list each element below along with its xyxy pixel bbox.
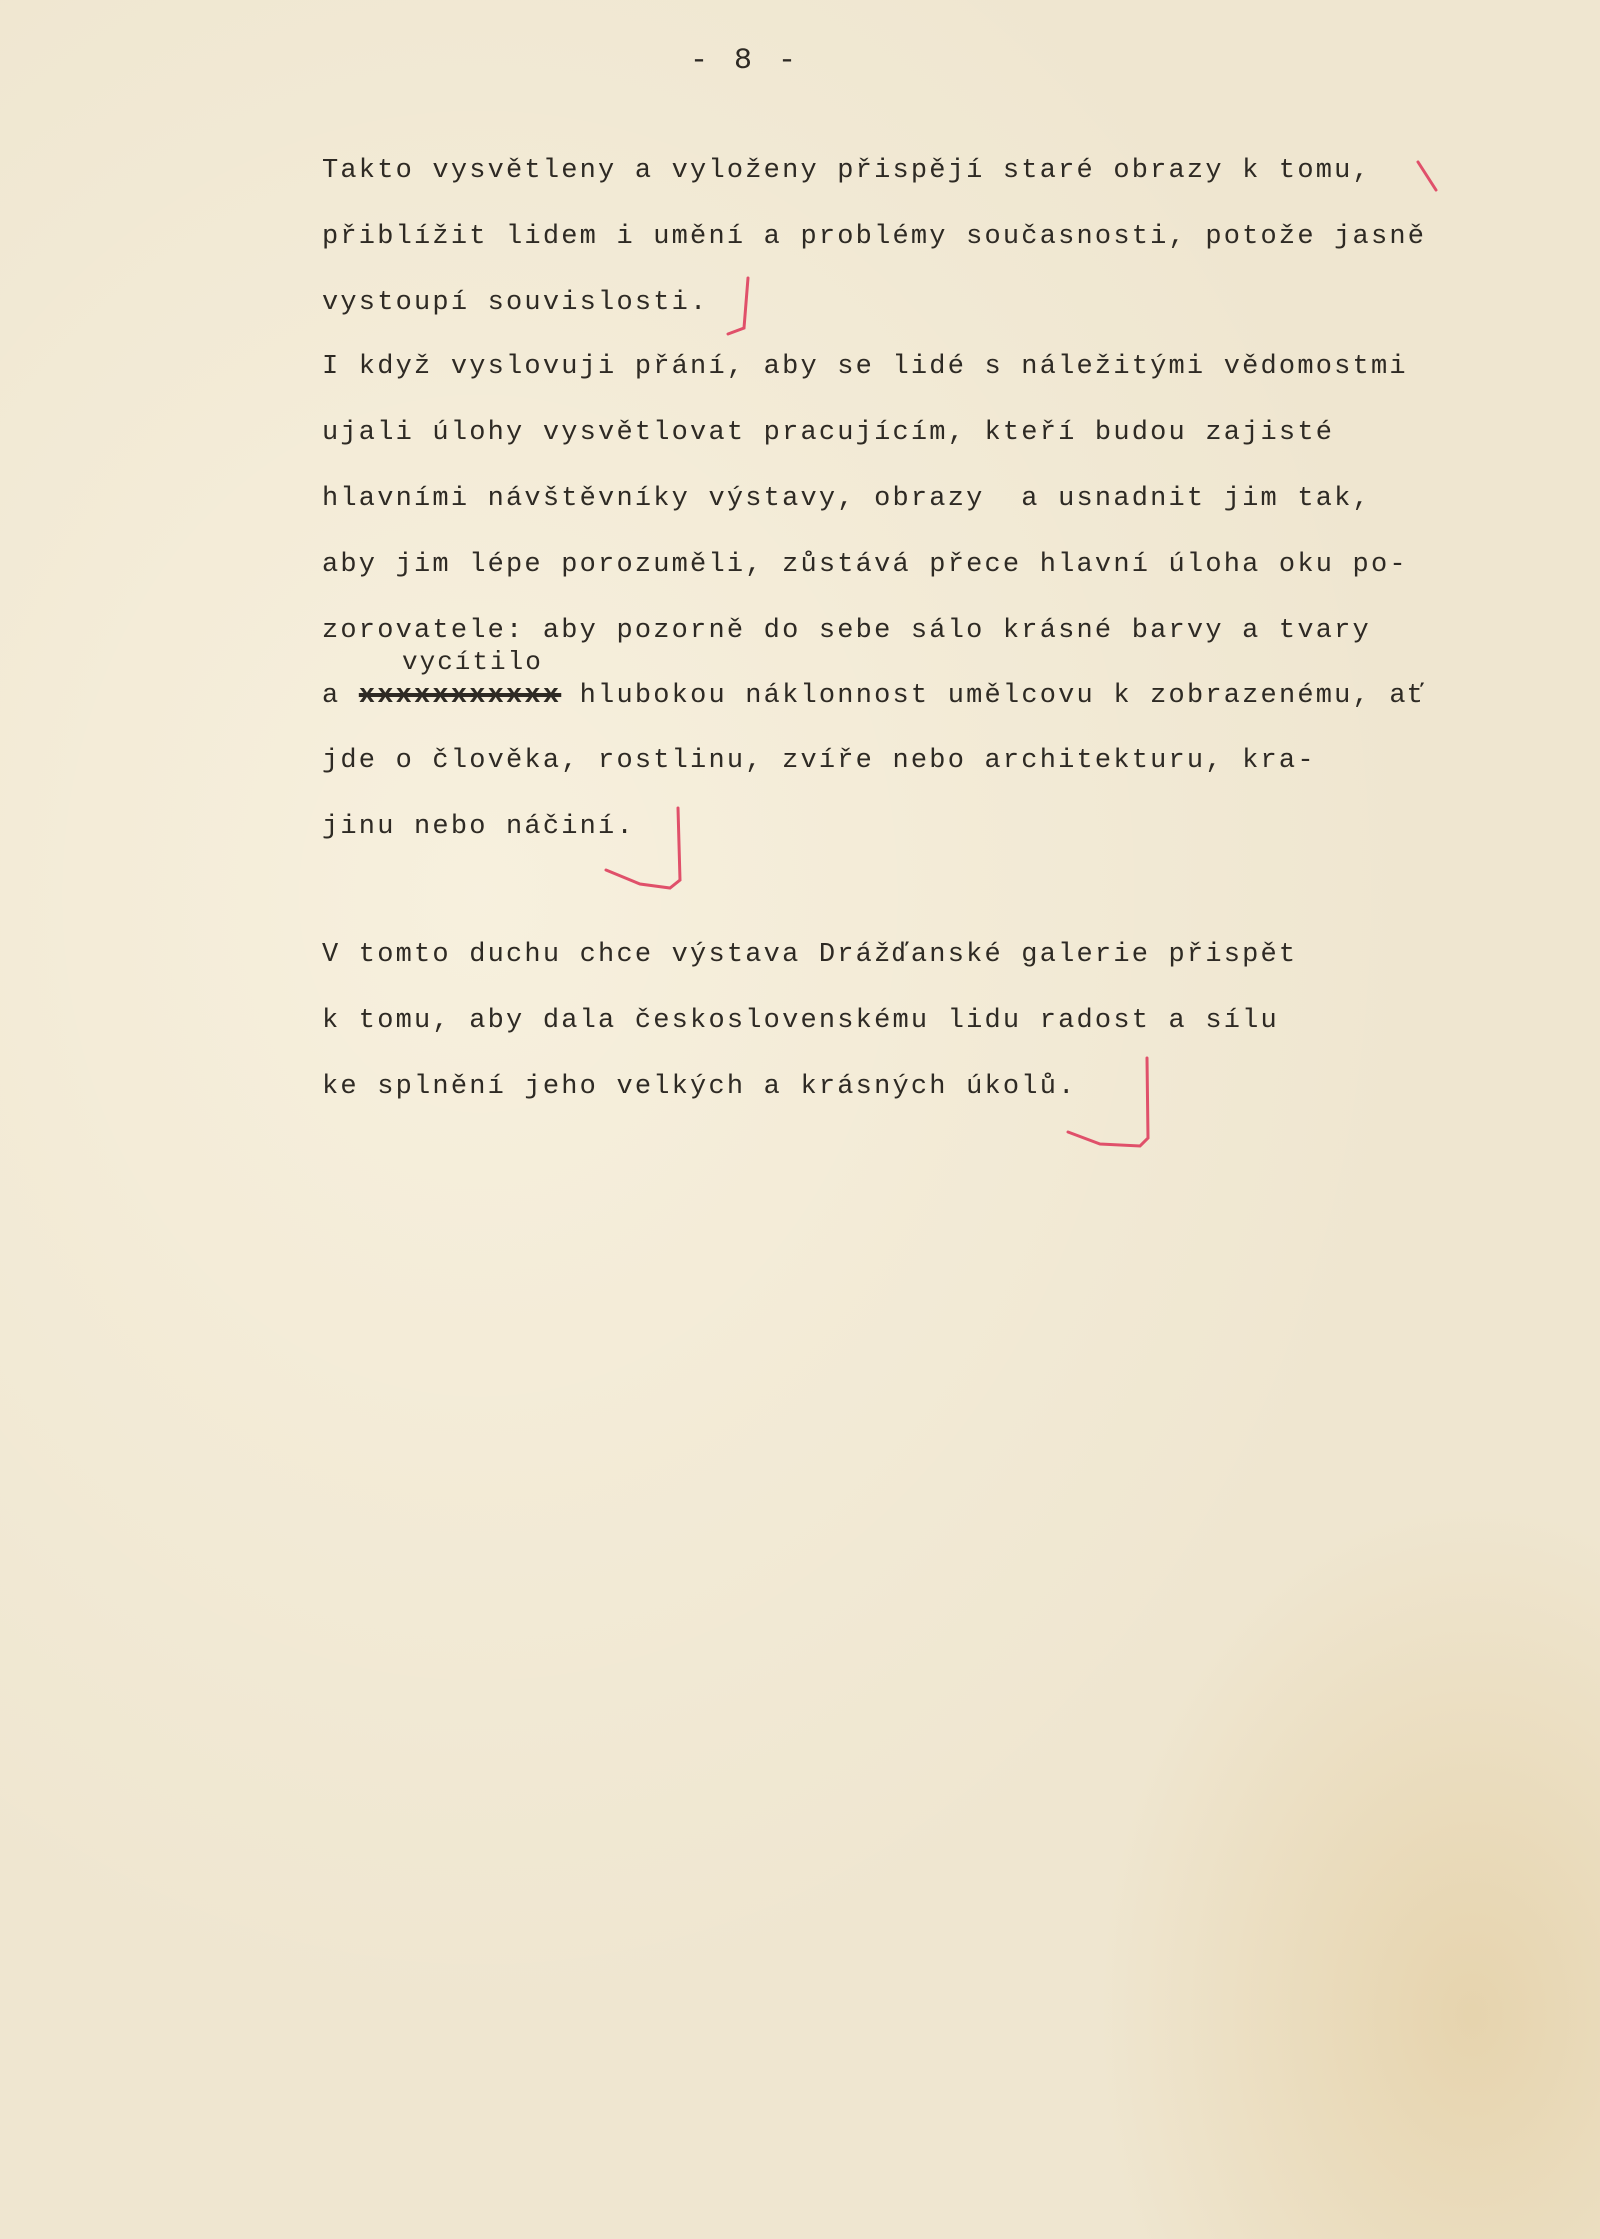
line-6-rest: hlubokou náklonnost umělcovu k zobrazenému, ať [561,681,1427,711]
paragraph-2-line-7: jde o člověka, rostlinu, zvíře nebo architekturu, kra- [322,746,1316,776]
typed-insertion: vycítilo [402,647,543,677]
red-mark-comma [1418,162,1436,190]
red-mark-bracket-3 [1068,1058,1148,1146]
paragraph-3-line-1: V tomto duchu chce výstava Drážďanské galerie přispět [322,940,1298,970]
paragraph-2-line-2: ujali úlohy vysvětlovat pracujícím, kteří budou zajisté [322,418,1335,448]
paragraph-2-line-3: hlavními návštěvníky výstavy, obrazy a usnadnit jim tak, [322,484,1371,514]
paragraph-3-line-3: ke splnění jeho velkých a krásných úkolů. [322,1072,1077,1102]
paragraph-3-line-2: k tomu, aby dala československému lidu radost a sílu [322,1006,1279,1036]
page-number: - 8 - [689,44,800,78]
paragraph-2-line-5: zorovatele: aby pozorně do sebe sálo krásné barvy a tvary [322,616,1371,646]
paragraph-2-line-4: aby jim lépe porozuměli, zůstává přece hlavní úloha oku po- [322,550,1408,580]
paragraph-2-line-8: jinu nebo náčiní. [322,812,635,842]
paragraph-2-line-6 [322,680,1426,712]
paragraph-2-line-1: I když vyslovuji přání, aby se lidé s náležitými vědomostmi [322,352,1408,382]
paragraph-1-line-3: vystoupí souvislosti. [322,288,709,318]
paragraph-1-line-1: Takto vysvětleny a vyloženy přispějí staré obrazy k tomu, [322,156,1371,186]
struck-out-word: xxxxxxxxxxx [358,681,562,711]
line-6-start: a [322,681,359,711]
paragraph-1-line-2: přiblížit lidem i umění a problémy současnosti, potože jasně [322,222,1427,252]
red-mark-bracket-1 [728,278,748,334]
